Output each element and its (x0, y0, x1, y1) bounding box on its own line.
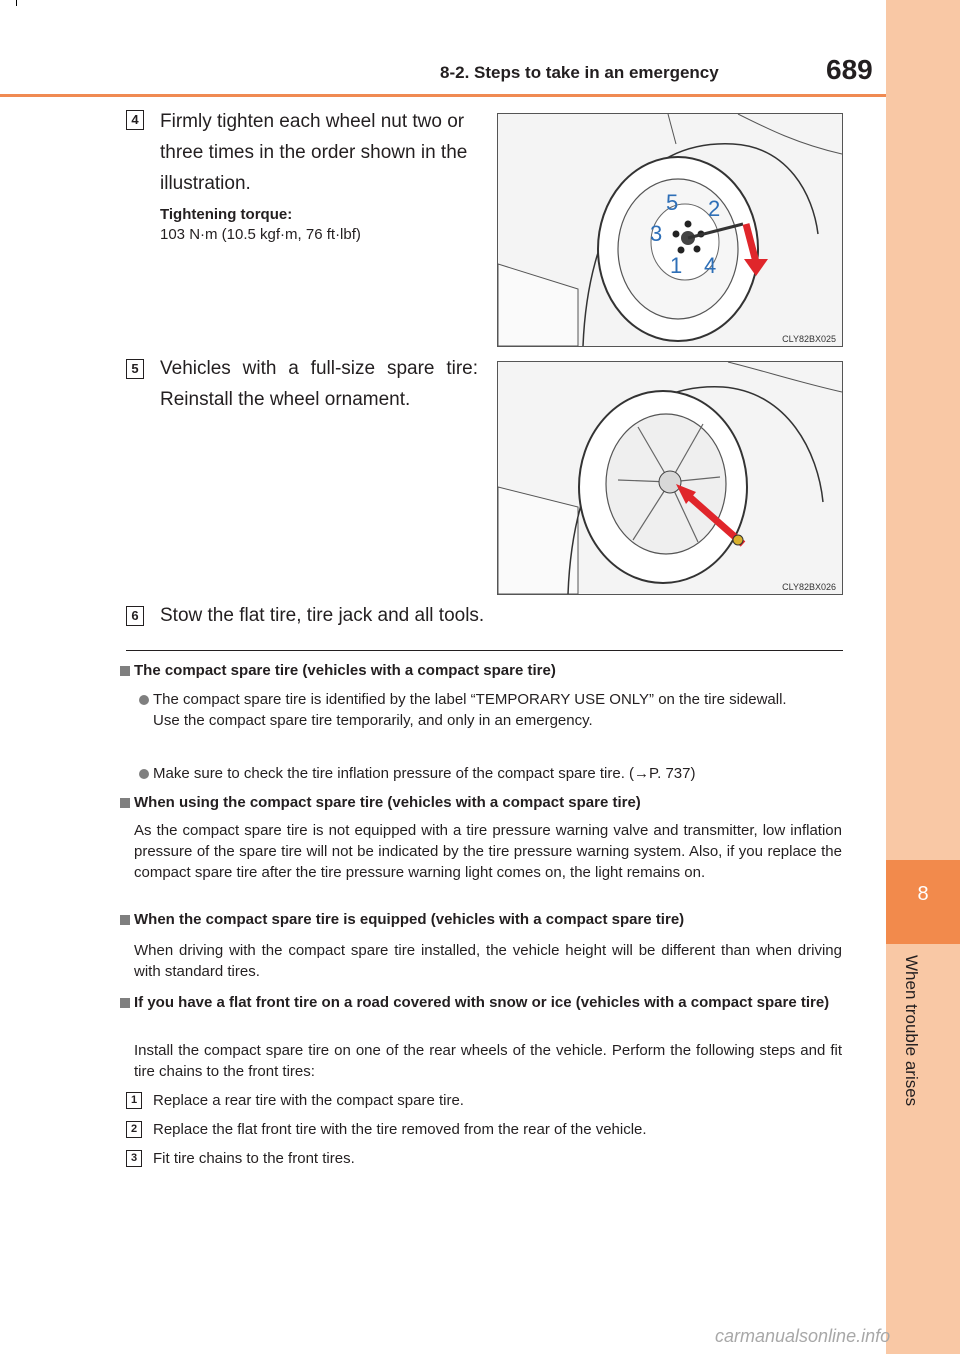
nut-label: 5 (666, 190, 679, 215)
torque-label: Tightening torque: (160, 206, 293, 223)
note-bullet-text: The compact spare tire is identified by the label “TEMPORARY USE ONLY” on the tire sidewall. Use the compact spare tire temporarily, and only in an emergency. (153, 691, 787, 729)
note-body: Install the compact spare tire on one of the rear wheels of the vehicle. Perform the following steps and fit tire chains to the front tires: (134, 1042, 842, 1080)
step-text: Stow the flat tire, tire jack and all tools. (160, 605, 485, 626)
step-number: 5 (126, 359, 144, 379)
heading-square-marker (120, 798, 130, 808)
substep-text: Fit tire chains to the front tires. (153, 1150, 355, 1167)
heading-square-marker (120, 998, 130, 1008)
note-heading: If you have a flat front tire on a road covered with snow or ice (vehicles with a compact spare tire) (134, 994, 830, 1011)
watermark: carmanualsonline.info (715, 1326, 891, 1346)
chapter-number: 8 (917, 883, 929, 905)
nut-label: 3 (650, 221, 663, 246)
note-heading: When using the compact spare tire (vehicles with a compact spare tire) (134, 794, 641, 811)
figure-code: CLY82BX026 (782, 582, 836, 592)
note-bullet-text: Make sure to check the tire inflation pressure of the compact spare tire. (→P. 737) (153, 765, 696, 782)
nut-label: 1 (670, 253, 683, 278)
step-number: 6 (126, 606, 144, 626)
wheel-ornament-figure (497, 361, 843, 595)
wheel-illustration (498, 362, 842, 594)
figure-code: CLY82BX025 (782, 334, 836, 344)
header-rule (0, 94, 886, 97)
note-heading: When the compact spare tire is equipped (vehicles with a compact spare tire) (134, 911, 685, 928)
substep-number: 2 (126, 1121, 142, 1138)
nut-label: 4 (704, 253, 717, 278)
substep-text: Replace a rear tire with the compact spare tire. (153, 1092, 464, 1109)
nut-label: 2 (708, 196, 721, 221)
heading-square-marker (120, 666, 130, 676)
page-header (0, 0, 886, 96)
section-title: 8-2. Steps to take in an emergency (440, 63, 719, 82)
step-text: Firmly tighten each wheel nut two or three times in the order shown in the illustration. (160, 111, 468, 194)
note-body: As the compact spare tire is not equipped with a tire pressure warning valve and transmitter, low inflation pressure of the spare tire will not be indicated by the tire pressure warning system. Also, if you replace the compact spare tire after the tire pressure warning light comes on, the light remains on. (134, 822, 842, 881)
note-heading: The compact spare tire (vehicles with a compact spare tire) (134, 662, 556, 679)
note-body: When driving with the compact spare tire installed, the vehicle height will be different than when driving with standard tires. (134, 942, 842, 980)
substep-text: Replace the flat front tire with the tire removed from the rear of the vehicle. (153, 1121, 647, 1138)
chapter-tab-strip (886, 0, 960, 1354)
substep-number: 1 (126, 1092, 142, 1109)
chapter-title: When trouble arises (902, 955, 921, 1107)
substep-number: 3 (126, 1150, 142, 1167)
page-number: 689 (826, 54, 873, 85)
wheel-illustration (498, 114, 842, 346)
step-text: Vehicles with a full-size spare tire: Reinstall the wheel ornament. (160, 358, 478, 410)
bullet-dot (139, 695, 149, 705)
section-divider (126, 650, 843, 651)
torque-value: 103 N·m (10.5 kgf·m, 76 ft·lbf) (160, 226, 361, 243)
wheel-nut-order-figure (497, 113, 843, 347)
bullet-dot (139, 769, 149, 779)
step-number: 4 (126, 110, 144, 130)
heading-square-marker (120, 915, 130, 925)
